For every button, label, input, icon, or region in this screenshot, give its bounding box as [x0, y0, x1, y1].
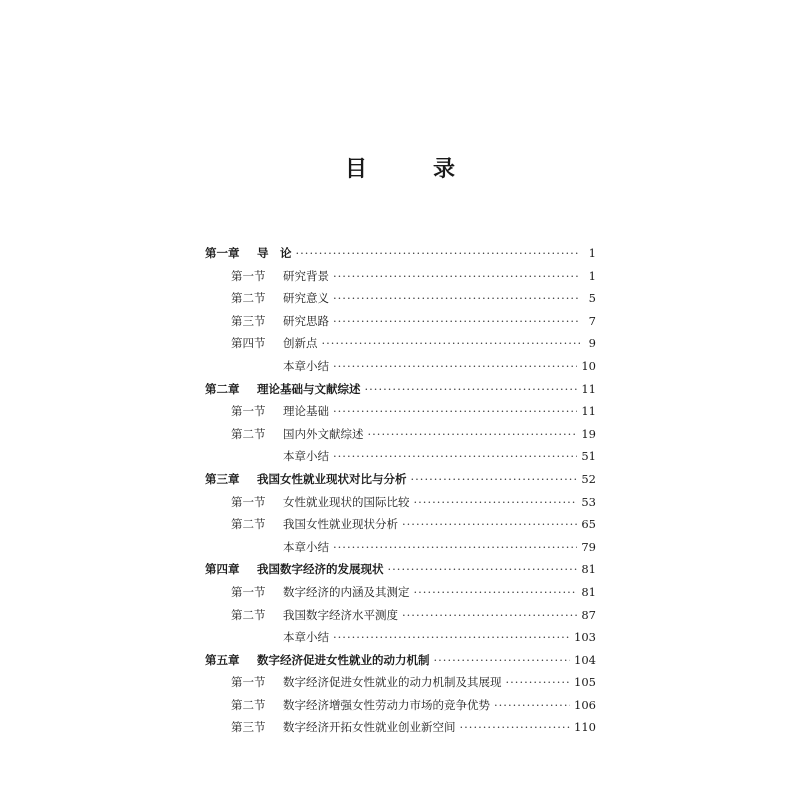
dot-leader: [506, 675, 571, 689]
toc-entry-page: 5: [588, 291, 596, 306]
toc-entry-number: 第二节: [231, 607, 266, 622]
toc-entry-title: 数字经济增强女性劳动力市场的竞争优势: [283, 697, 490, 712]
toc-entry-page: 52: [581, 471, 596, 486]
toc-entry-page: 110: [574, 720, 596, 735]
toc-entry-title: 理论基础与文献综述: [257, 381, 361, 396]
toc-section-entry: [205, 674, 596, 697]
toc-entry-number: 第四章: [205, 562, 240, 577]
toc-entry-number: 第五章: [205, 652, 240, 667]
dot-leader: [333, 404, 577, 418]
toc-entry-title: 数字经济促进女性就业的动力机制: [257, 652, 430, 667]
toc-entry-title: 数字经济促进女性就业的动力机制及其展现: [283, 675, 502, 690]
table-of-contents: [205, 245, 596, 742]
toc-entry-title: 研究背景: [283, 268, 329, 283]
toc-entry-number: 第三章: [205, 471, 240, 486]
toc-section-entry: [205, 335, 596, 358]
toc-entry-title: 本章小结: [283, 630, 329, 645]
dot-leader: [333, 314, 580, 328]
dot-leader: [333, 449, 577, 463]
toc-entry-page: 65: [581, 517, 596, 532]
toc-entry-page: 87: [581, 607, 596, 622]
toc-entry-title: 我国数字经济的发展现状: [257, 562, 384, 577]
toc-chapter-entry: [205, 381, 596, 404]
toc-entry-page: 9: [588, 336, 596, 351]
toc-entry-page: 79: [581, 539, 596, 554]
toc-entry-page: 11: [581, 404, 596, 419]
toc-entry-page: 10: [581, 358, 596, 373]
page-title: 目 录: [344, 157, 477, 182]
toc-entry-number: 第二节: [231, 517, 266, 532]
toc-entry-title: 理论基础: [283, 404, 329, 419]
toc-chapter-entry: [205, 652, 596, 675]
toc-section-entry: [205, 358, 596, 381]
toc-chapter-entry: [205, 561, 596, 584]
dot-leader: [365, 382, 578, 396]
toc-section-entry: [205, 516, 596, 539]
toc-entry-title: 我国女性就业现状对比与分析: [257, 471, 407, 486]
toc-entry-page: 106: [574, 697, 596, 712]
toc-entry-number: 第四节: [231, 336, 266, 351]
dot-leader: [414, 495, 578, 509]
toc-section-entry: [205, 494, 596, 517]
toc-entry-title: 国内外文献综述: [283, 426, 364, 441]
dot-leader: [460, 720, 571, 734]
toc-entry-title: 数字经济的内涵及其测定: [283, 584, 410, 599]
toc-section-entry: [205, 268, 596, 291]
toc-entry-title: 研究思路: [283, 313, 329, 328]
toc-section-entry: [205, 697, 596, 720]
toc-entry-page: 19: [581, 426, 596, 441]
toc-entry-number: 第二节: [231, 697, 266, 712]
dot-leader: [411, 472, 578, 486]
toc-entry-title: 我国数字经济水平测度: [283, 607, 398, 622]
toc-entry-page: 53: [581, 494, 596, 509]
toc-entry-title: 本章小结: [283, 358, 329, 373]
toc-entry-title: 我国女性就业现状分析: [283, 517, 398, 532]
dot-leader: [494, 698, 570, 712]
toc-entry-number: 第一节: [231, 494, 266, 509]
toc-section-entry: [205, 313, 596, 336]
dot-leader: [434, 653, 571, 667]
toc-entry-number: 第三节: [231, 720, 266, 735]
toc-chapter-entry: [205, 245, 596, 268]
toc-entry-number: 第一节: [231, 268, 266, 283]
dot-leader: [368, 427, 578, 441]
toc-entry-number: 第二节: [231, 426, 266, 441]
toc-entry-number: 第二章: [205, 381, 240, 396]
toc-entry-title: 女性就业现状的国际比较: [283, 494, 410, 509]
dot-leader: [322, 336, 581, 350]
toc-entry-page: 81: [581, 562, 596, 577]
toc-entry-page: 104: [574, 652, 596, 667]
toc-section-entry: [205, 290, 596, 313]
toc-section-entry: [205, 607, 596, 630]
toc-entry-title: 创新点: [283, 336, 318, 351]
toc-entry-number: 第三节: [231, 313, 266, 328]
dot-leader: [388, 562, 578, 576]
toc-chapter-entry: [205, 471, 596, 494]
toc-entry-page: 1: [588, 268, 596, 283]
toc-section-entry: [205, 403, 596, 426]
toc-section-entry: [205, 719, 596, 742]
toc-entry-title: 研究意义: [283, 291, 329, 306]
toc-entry-number: 第一节: [231, 404, 266, 419]
toc-entry-page: 11: [581, 381, 596, 396]
toc-section-entry: [205, 584, 596, 607]
dot-leader: [333, 630, 570, 644]
toc-section-entry: [205, 539, 596, 562]
dot-leader: [333, 540, 577, 554]
toc-entry-page: 1: [588, 246, 596, 260]
toc-entry-number: 第一节: [231, 584, 266, 599]
dot-leader: [414, 585, 578, 599]
toc-entry-title: 本章小结: [283, 449, 329, 464]
toc-entry-page: 7: [588, 313, 596, 328]
toc-entry-number: 第一章: [205, 246, 240, 260]
dot-leader: [333, 359, 577, 373]
toc-entry-number: 第二节: [231, 291, 266, 306]
dot-leader: [402, 517, 577, 531]
dot-leader: [333, 269, 580, 283]
toc-entry-title: 本章小结: [283, 539, 329, 554]
toc-entry-page: 51: [581, 449, 596, 464]
toc-entry-page: 81: [581, 584, 596, 599]
toc-entry-title: 导 论: [257, 246, 292, 260]
dot-leader: [402, 608, 577, 622]
toc-entry-page: 105: [574, 675, 596, 690]
dot-leader: [296, 246, 581, 260]
toc-section-entry: [205, 426, 596, 449]
toc-section-entry: [205, 629, 596, 652]
toc-entry-number: 第一节: [231, 675, 266, 690]
toc-entry-page: 103: [574, 630, 596, 645]
toc-section-entry: [205, 448, 596, 471]
dot-leader: [333, 291, 580, 305]
toc-entry-title: 数字经济开拓女性就业创业新空间: [283, 720, 456, 735]
